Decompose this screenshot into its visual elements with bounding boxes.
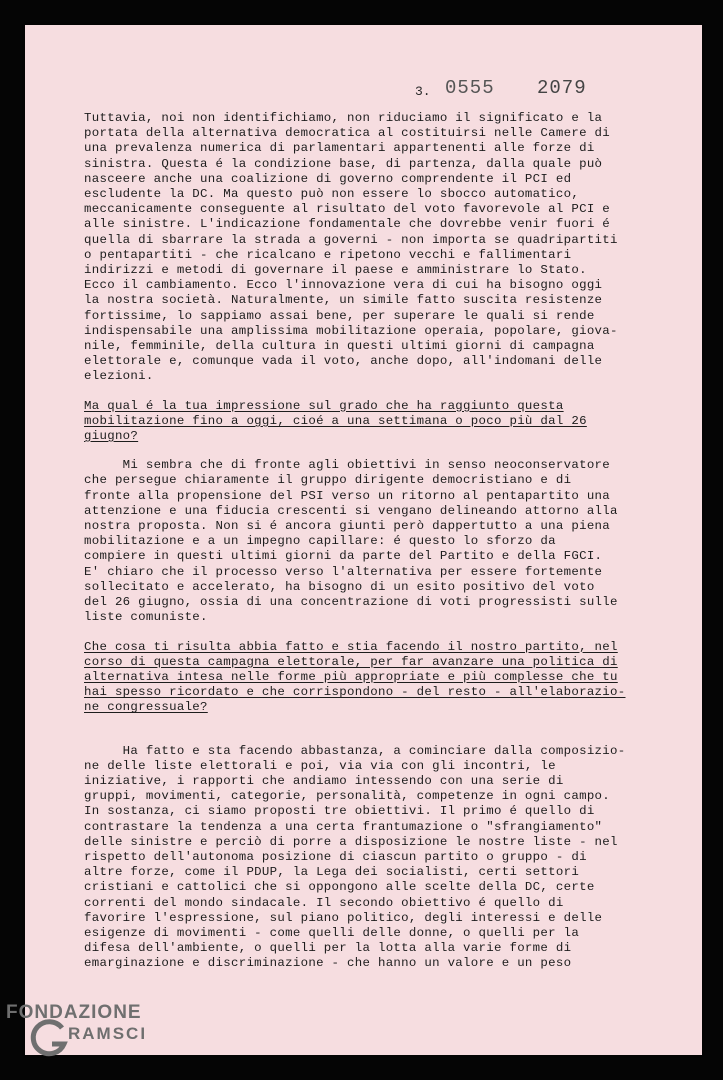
text-line: correnti del mondo sindacale. Il secondo obiettivo é quello di (84, 895, 564, 910)
text-line: giugno? (84, 429, 139, 444)
text-line: del 26 giugno, ossia di una concentrazione di voti progressisti sulle (84, 595, 618, 610)
text-line: mobilitazione fino a oggi, cioé a una settimana o poco più dal 26 (84, 413, 587, 428)
text-line: sinistra. Questa é la condizione base, di partenza, dalla quale può (84, 156, 603, 171)
text-line: la nostra società. Naturalmente, un simile fatto suscita resistenze (84, 293, 603, 308)
paragraph-gap (84, 716, 674, 744)
text-line: corso di questa campagna elettorale, per far avanzare una politica di (84, 654, 618, 669)
text-line: che persegue chiaramente il gruppo dirigente democristiano e di (84, 473, 572, 488)
text-line: indispensabile una amplissima mobilitazione operaia, popolare, giova- (84, 323, 618, 338)
interview-answer (84, 744, 674, 972)
text-line: meccanicamente conseguente al risultato del voto favorevole al PCI e (84, 202, 611, 217)
page-header (25, 77, 702, 107)
text-line: o pentapartiti - che ricalcano e ripetono vecchi e fallimentari (84, 247, 572, 262)
text-line: rispetto dell'autonoma posizione di ciascun partito o gruppo - di (84, 849, 587, 864)
text-line: nasceere anche una coalizione di governo comprendente il PCI ed (84, 171, 572, 186)
watermark-text: FONDAZIONE (6, 1002, 142, 1023)
gramsci-logo-icon (28, 1016, 72, 1060)
text-line: iniziative, i rapporti che andiamo intessendo con una serie di (84, 773, 564, 788)
text-line: liste comuniste. (84, 610, 208, 625)
text-line: altre forze, come il PDUP, la Lega dei socialisti, certi settori (84, 865, 580, 880)
text-line: emarginazione e discriminazione - che hanno un valore e un peso (84, 956, 572, 971)
paragraph-gap (84, 444, 674, 458)
text-line: Mi sembra che di fronte agli obiettivi in senso neoconservatore (84, 458, 611, 473)
text-line: Tuttavia, noi non identifichiamo, non riduciamo il significato e la (84, 111, 603, 125)
text-line: fronte alla propensione del PSI verso un ritorno al pentapartito una (84, 488, 611, 503)
interview-answer (84, 458, 674, 625)
text-line: Che cosa ti risulta abbia fatto e stia facendo il nostro partito, nel (84, 639, 618, 654)
page-number: 3. (415, 84, 431, 99)
text-line: Ha fatto e sta facendo abbastanza, a cominciare dalla composizio- (84, 743, 626, 758)
text-line: mobilitazione e a un impegno capillare: é questo lo sforzo da (84, 534, 556, 549)
paragraph-gap (84, 626, 674, 640)
text-line: Ma qual é la tua impressione sul grado che ha raggiunto questa (84, 398, 564, 413)
text-line: compiere in questi ultimi giorni da parte del Partito e della FGCI. (84, 549, 603, 564)
text-line: difesa dell'ambiente, o quelli per la lotta alla varie forme di (84, 941, 572, 956)
text-line: delle sinistre e perciò di porre a disposizione le nostre liste - nel (84, 834, 618, 849)
text-line: cristiani e cattolici che si oppongono alle scelte della DC, certe (84, 880, 595, 895)
document-body (84, 111, 674, 972)
text-line: ne delle liste elettorali e poi, via via con gli incontri, le (84, 758, 556, 773)
text-line: E' chiaro che il processo verso l'alternativa per essere fortemente (84, 564, 603, 579)
interview-question (84, 399, 674, 445)
text-line: nile, femminile, della cultura in questi ultimi giorni di campagna (84, 339, 595, 354)
watermark-text: RAMSCI (68, 1024, 148, 1043)
text-line: escludente la DC. Ma questo può non essere lo sbocco automatico, (84, 187, 580, 202)
text-line: esigenze di movimenti - come quelli delle donne, o quelli per la (84, 925, 580, 940)
text-line: sollecitato e accelerato, ha bisogno di un esito positivo del voto (84, 579, 595, 594)
text-line: fortissime, lo sappiamo assai bene, per superare le quali si rende (84, 308, 595, 323)
text-line: Ecco il cambiamento. Ecco l'innovazione vera di cui ha bisogno oggi (84, 278, 603, 293)
interview-answer (84, 111, 674, 385)
text-line: alternativa intesa nelle forme più appropriate e più complesse che tu (84, 669, 618, 684)
document-page (25, 25, 702, 1055)
fondazione-gramsci-watermark (6, 996, 186, 1076)
paragraph-gap (84, 385, 674, 399)
text-line: ne congressuale? (84, 700, 208, 715)
text-line: elettorale e, comunque vada il voto, anche dopo, all'indomani delle (84, 354, 603, 369)
text-line: elezioni. (84, 369, 154, 384)
text-line: In sostanza, ci siamo proposti tre obiettivi. Il primo é quello di (84, 804, 595, 819)
text-line: favorire l'espressione, sul piano politico, degli interessi e delle (84, 910, 603, 925)
archive-stamp-number: 0555 (445, 77, 495, 99)
text-line: nostra proposta. Non si é ancora giunti però dappertutto a una piena (84, 519, 611, 534)
text-line: indirizzi e metodi di governare il paese e amministrare lo Stato. (84, 263, 587, 278)
text-line: una prevalenza numerica di parlamentari appartenenti alle forze di (84, 141, 595, 156)
text-line: quella di sbarrare la strada a governi - non importa se quadripartiti (84, 232, 618, 247)
text-line: contrastare la tendenza a una certa frantumazione o "sfrangiamento" (84, 819, 603, 834)
text-line: portata della alternativa democratica al costituirsi nelle Camere di (84, 126, 611, 141)
text-line: gruppi, movimenti, categorie, personalità, competenze in ogni campo. (84, 789, 611, 804)
text-line: alle sinistre. L'indicazione fondamentale che dovrebbe venir fuori é (84, 217, 611, 232)
text-line: hai spesso ricordato e che corrispondono - del resto - all'elaborazio- (84, 685, 626, 700)
archive-stamp-number: 2079 (537, 77, 587, 99)
text-line: attenzione e una fiducia crescenti si vengano delineando attorno alla (84, 503, 618, 518)
interview-question (84, 640, 674, 716)
